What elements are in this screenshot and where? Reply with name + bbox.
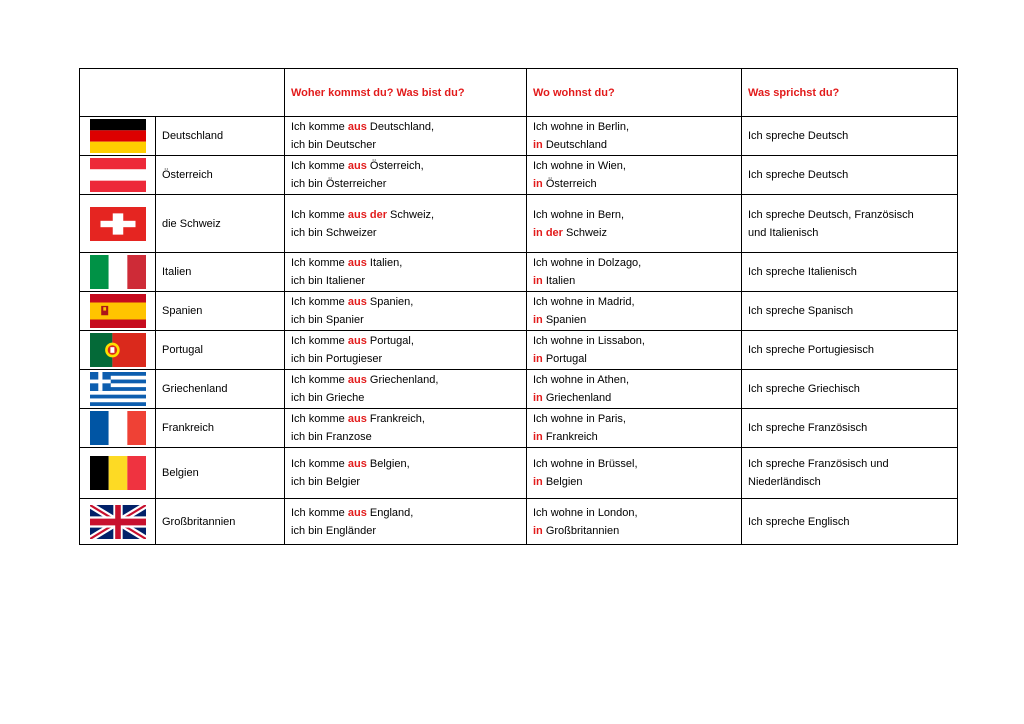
nationality-text: ich bin Franzose: [291, 431, 372, 443]
origin-country: Spanien,: [366, 296, 414, 308]
table-row: [80, 448, 958, 499]
table-row: [80, 409, 958, 448]
residence-cell: [527, 253, 742, 292]
residence-city: Ich wohne in Brüssel,: [533, 458, 638, 470]
residence-country: Großbritannien: [542, 524, 620, 537]
country-name: Deutschland: [156, 117, 285, 156]
origin-preposition: aus: [347, 257, 367, 269]
origin-cell: [285, 156, 527, 195]
countries-table: [79, 68, 958, 545]
table-row: [80, 331, 958, 370]
residence-country: Deutschland: [542, 139, 607, 151]
origin-cell: [285, 195, 527, 253]
origin-preposition: aus: [347, 413, 367, 425]
origin-text: Ich komme: [291, 335, 348, 347]
header-row: [80, 69, 958, 117]
germany-flag-icon: [90, 119, 146, 153]
flag-cell: [80, 156, 156, 195]
origin-text: Ich komme: [291, 208, 348, 221]
residence-preposition: in: [533, 392, 543, 404]
residence-preposition: in: [533, 178, 543, 190]
origin-text: Ich komme: [291, 458, 348, 470]
residence-cell: [527, 370, 742, 409]
origin-country: Österreich,: [366, 160, 424, 172]
residence-cell: [527, 448, 742, 499]
residence-city: Ich wohne in Dolzago,: [533, 257, 642, 269]
language-cell: [742, 156, 958, 195]
residence-country: Österreich: [542, 178, 597, 190]
origin-preposition: aus: [347, 296, 367, 308]
greece-flag-icon: [90, 372, 146, 406]
origin-text: Ich komme: [291, 257, 348, 269]
country-name: Italien: [156, 253, 285, 292]
language-cell: [742, 331, 958, 370]
origin-text: Ich komme: [291, 160, 348, 172]
origin-text: Ich komme: [291, 506, 348, 519]
portugal-flag-icon: [90, 333, 146, 367]
language-text: Ich spreche Deutsch: [748, 169, 849, 181]
origin-cell: [285, 253, 527, 292]
origin-country: Deutschland,: [366, 121, 435, 133]
table-row: [80, 195, 958, 253]
origin-country: Schweiz,: [387, 208, 435, 221]
residence-country: Spanien: [542, 314, 587, 326]
residence-cell: [527, 117, 742, 156]
residence-cell: [527, 409, 742, 448]
flag-cell: [80, 370, 156, 409]
language-text-continued: Niederländisch: [748, 476, 821, 488]
language-text: Ich spreche Deutsch: [748, 130, 849, 142]
residence-preposition: in der: [533, 226, 563, 239]
country-name: die Schweiz: [156, 195, 285, 253]
language-cell: [742, 195, 958, 253]
france-flag-icon: [90, 411, 146, 445]
residence-preposition: in: [533, 314, 543, 326]
origin-text: Ich komme: [291, 413, 348, 425]
flag-cell: [80, 117, 156, 156]
residence-cell: [527, 292, 742, 331]
residence-country: Schweiz: [562, 226, 607, 239]
origin-preposition: aus der: [347, 208, 387, 221]
language-text: Ich spreche Griechisch: [748, 383, 860, 395]
origin-cell: [285, 409, 527, 448]
residence-preposition: in: [533, 275, 543, 287]
origin-text: Ich komme: [291, 296, 348, 308]
flag-cell: [80, 409, 156, 448]
nationality-text: ich bin Belgier: [291, 476, 361, 488]
language-text: Ich spreche Englisch: [748, 515, 850, 528]
nationality-text: ich bin Spanier: [291, 314, 364, 326]
origin-preposition: aus: [347, 506, 367, 519]
flag-cell: [80, 253, 156, 292]
residence-country: Belgien: [542, 476, 583, 488]
residence-city: Ich wohne in Bern,: [533, 208, 625, 221]
residence-preposition: in: [533, 431, 543, 443]
nationality-text: ich bin Schweizer: [291, 226, 377, 239]
header-origin: Woher kommst du? Was bist du?: [285, 69, 527, 117]
flag-cell: [80, 448, 156, 499]
country-name: Griechenland: [156, 370, 285, 409]
residence-cell: [527, 195, 742, 253]
country-name: Belgien: [156, 448, 285, 499]
residence-city: Ich wohne in Lissabon,: [533, 335, 645, 347]
origin-text: Ich komme: [291, 121, 348, 133]
nationality-text: ich bin Portugieser: [291, 353, 383, 365]
country-name: Portugal: [156, 331, 285, 370]
origin-cell: [285, 117, 527, 156]
country-name: Frankreich: [156, 409, 285, 448]
origin-cell: [285, 448, 527, 499]
origin-preposition: aus: [347, 374, 367, 386]
table-row: [80, 117, 958, 156]
origin-text: Ich komme: [291, 374, 348, 386]
residence-country: Griechenland: [542, 392, 612, 404]
table-row: [80, 370, 958, 409]
origin-country: Portugal,: [366, 335, 414, 347]
origin-country: Griechenland,: [366, 374, 439, 386]
origin-preposition: aus: [347, 121, 367, 133]
language-text: Ich spreche Portugiesisch: [748, 344, 874, 356]
residence-country: Frankreich: [542, 431, 598, 443]
switzerland-flag-icon: [90, 207, 146, 241]
origin-cell: [285, 370, 527, 409]
residence-preposition: in: [533, 476, 543, 488]
residence-cell: [527, 331, 742, 370]
flag-cell: [80, 499, 156, 545]
country-name: Großbritannien: [156, 499, 285, 545]
language-cell: [742, 448, 958, 499]
language-text: Ich spreche Spanisch: [748, 305, 854, 317]
language-text: Ich spreche Französisch: [748, 422, 868, 434]
residence-preposition: in: [533, 139, 543, 151]
table-row: [80, 499, 958, 545]
united-kingdom-flag-icon: [90, 505, 146, 539]
flag-cell: [80, 292, 156, 331]
residence-cell: [527, 156, 742, 195]
country-name: Österreich: [156, 156, 285, 195]
origin-preposition: aus: [347, 335, 367, 347]
language-cell: [742, 117, 958, 156]
origin-country: Italien,: [366, 257, 403, 269]
language-cell: [742, 370, 958, 409]
residence-country: Portugal: [542, 353, 587, 365]
origin-preposition: aus: [347, 160, 367, 172]
spain-flag-icon: [90, 294, 146, 328]
header-empty-cell: [80, 69, 285, 117]
residence-preposition: in: [533, 353, 543, 365]
nationality-text: ich bin Grieche: [291, 392, 365, 404]
residence-city: Ich wohne in Athen,: [533, 374, 630, 386]
header-residence: Wo wohnst du?: [527, 69, 742, 117]
residence-city: Ich wohne in London,: [533, 506, 638, 519]
language-text-continued: und Italienisch: [748, 226, 819, 239]
language-cell: [742, 409, 958, 448]
origin-cell: [285, 331, 527, 370]
language-text: Ich spreche Deutsch, Französisch: [748, 208, 914, 221]
flag-cell: [80, 195, 156, 253]
nationality-text: ich bin Deutscher: [291, 139, 376, 151]
origin-country: Frankreich,: [366, 413, 425, 425]
language-cell: [742, 253, 958, 292]
residence-preposition: in: [533, 524, 543, 537]
belgium-flag-icon: [90, 456, 146, 490]
table-row: [80, 253, 958, 292]
table-row: [80, 292, 958, 331]
flag-cell: [80, 331, 156, 370]
residence-cell: [527, 499, 742, 545]
nationality-text: ich bin Italiener: [291, 275, 365, 287]
header-language: Was sprichst du?: [742, 69, 958, 117]
nationality-text: ich bin Österreicher: [291, 178, 387, 190]
italy-flag-icon: [90, 255, 146, 289]
language-text: Ich spreche Französisch und: [748, 458, 889, 470]
residence-city: Ich wohne in Madrid,: [533, 296, 635, 308]
language-text: Ich spreche Italienisch: [748, 266, 857, 278]
residence-city: Ich wohne in Paris,: [533, 413, 626, 425]
origin-cell: [285, 499, 527, 545]
austria-flag-icon: [90, 158, 146, 192]
residence-city: Ich wohne in Wien,: [533, 160, 626, 172]
table-row: [80, 156, 958, 195]
country-name: Spanien: [156, 292, 285, 331]
language-cell: [742, 292, 958, 331]
residence-city: Ich wohne in Berlin,: [533, 121, 629, 133]
origin-country: Belgien,: [366, 458, 410, 470]
language-cell: [742, 499, 958, 545]
nationality-text: ich bin Engländer: [291, 524, 377, 537]
origin-country: England,: [366, 506, 414, 519]
origin-cell: [285, 292, 527, 331]
residence-country: Italien: [542, 275, 576, 287]
origin-preposition: aus: [347, 458, 367, 470]
